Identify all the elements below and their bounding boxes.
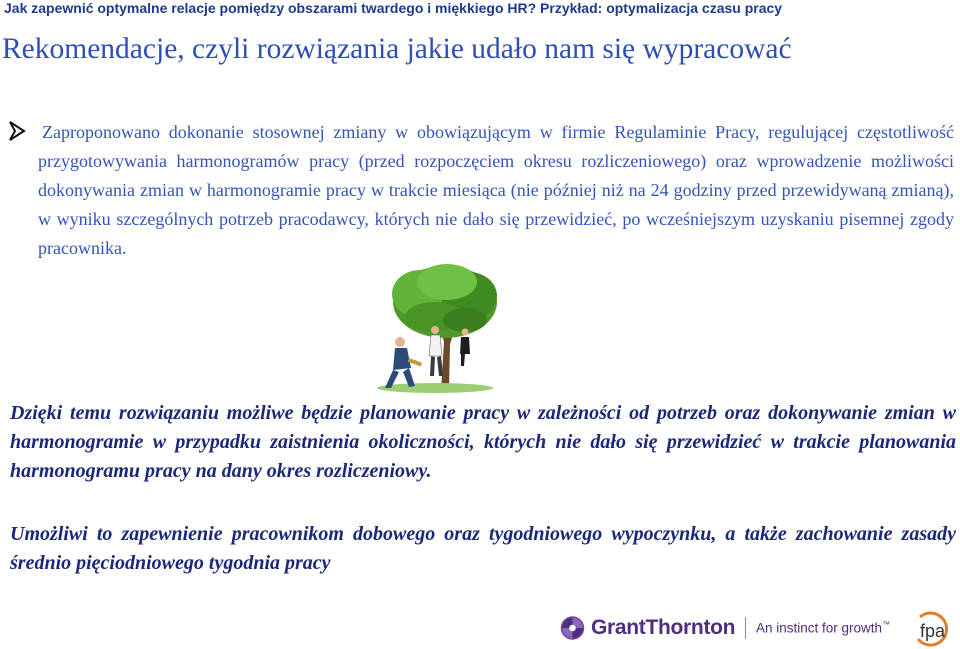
grant-thornton-mark-icon [560, 611, 585, 645]
tree-planting-people-icon [365, 262, 515, 394]
grant-thornton-logo [560, 611, 890, 645]
grant-thornton-tagline: An instinct for growth™ [755, 620, 890, 636]
document-top-title: Jak zapewnić optymalne relacje pomiędzy obszarami twardego i miękkiego HR? Przykład: optymalizacja czasu pracy [4, 0, 783, 16]
slide-headline: Rekomendacje, czyli rozwiązania jakie udało nam się wypracować [2, 33, 792, 65]
fpa-logo-icon [912, 611, 954, 647]
conclusion-paragraph-1: Dzięki temu rozwiązaniu możliwe będzie planowanie pracy w zależności od potrzeb oraz dokonywanie zmian w harmonogramie w przypadku zaistnienia okoliczności, których nie dało się przewidzieć w trakcie planowania harmonogramu pracy na dany okres rozliczeniowy. [10, 402, 956, 482]
recommendation-text: Zaproponowano dokonanie stosownej zmiany w obowiązującym w firmie Regulaminie Pracy, regulującej częstotliwość przygotowywania harmonogramów pracy (przed rozpoczęciem okresu rozliczeniowego) oraz wprowadzenie możliwości dokonywania zmian w harmonogramie pracy w trakcie miesiąca (nie później niż na 24 godziny przed przewidywaną zmianą), w wyniku szczególnych potrzeb pracodawcy, których nie dało się przewidzieć, po wcześniejszym uzyskaniu pisemnej zgody pracownika. [38, 122, 954, 258]
fpa-logo-text: fpa [920, 621, 946, 641]
arrow-bullet-icon [8, 120, 26, 142]
recommendation-bullet [38, 118, 954, 263]
grant-thornton-wordmark: GrantThornton [590, 616, 736, 639]
logo-separator [745, 617, 746, 639]
conclusion-paragraph-2: Umożliwi to zapewnienie pracownikom dobowego oraz tygodniowego wypoczynku, a także zachowanie zasady średnio pięciodniowego tygodnia pracy [10, 523, 956, 574]
